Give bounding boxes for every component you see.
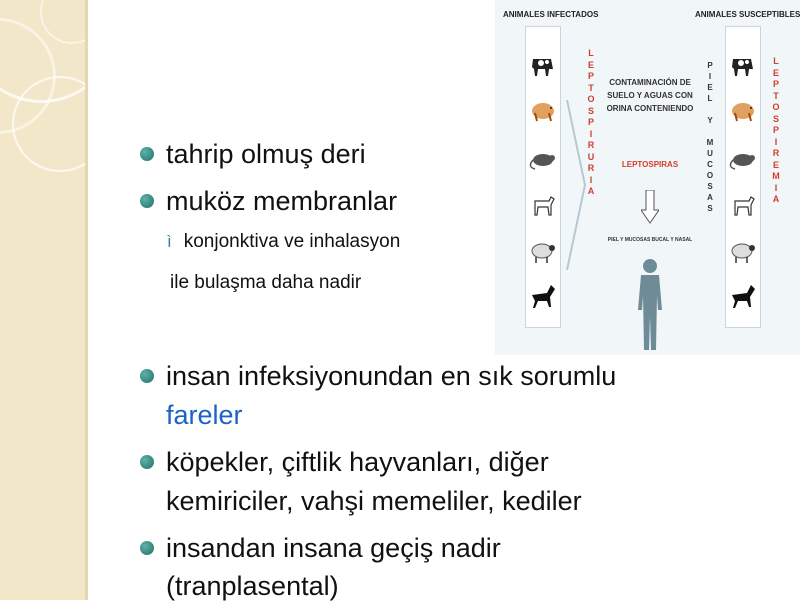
contamination-line: SUELO Y AGUAS CON: [607, 91, 693, 100]
sub-bullet-marker: ì: [167, 232, 172, 251]
dog-icon: [729, 189, 757, 219]
cow-icon: [529, 49, 557, 79]
susceptible-animals-column: [725, 26, 761, 328]
bullet-text: (tranplasental): [166, 571, 339, 601]
bullet-icon: [140, 455, 154, 469]
diagram-title-susceptible: ANIMALES SUSCEPTIBLES: [695, 10, 800, 19]
sub-bullet-continuation: ile bulaşma daha nadir: [170, 272, 362, 293]
transmission-diagram: [495, 0, 800, 355]
sub-bullet: [167, 228, 400, 256]
skin-mucosa-caption: PIEL Y MUCOSAS BUCAL Y NASAL: [607, 237, 693, 243]
rat-icon: [529, 143, 557, 173]
piel-y-mucosas-label: P I E L Y M U C O S A S: [706, 61, 714, 213]
dog-icon: [529, 189, 557, 219]
horse-icon: [729, 281, 757, 311]
down-arrow-icon: [641, 190, 659, 224]
bullet-icon: [140, 541, 154, 555]
bullet-icon: [140, 147, 154, 161]
bullet-text: tahrip olmuş deri: [166, 139, 366, 169]
human-silhouette-icon: [635, 258, 665, 353]
bullet-icon: [140, 194, 154, 208]
fareler-text: fareler: [166, 400, 243, 430]
decorative-side-bar: [0, 0, 88, 600]
leptospiruria-label: L E P T O S P I R U R I A: [587, 48, 595, 196]
pig-icon: [529, 95, 557, 125]
sub-bullet-text: konjonktiva ve inhalasyon: [183, 231, 401, 252]
leptospiras-label: LEPTOSPIRAS: [621, 160, 679, 169]
pig-icon: [729, 95, 757, 125]
transmission-arrow-icon: [565, 100, 599, 270]
rat-icon: [729, 143, 757, 173]
horse-icon: [529, 281, 557, 311]
bullet-text: insan infeksiyonundan en sık sorumlu: [166, 361, 617, 391]
bullet-icon: [140, 369, 154, 383]
bullet-text: köpekler, çiftlik hayvanları, diğer: [166, 447, 549, 477]
bullet-text: insandan insana geçiş nadir: [166, 533, 501, 563]
cow-icon: [729, 49, 757, 79]
contamination-line: ORINA CONTENIENDO: [606, 104, 694, 113]
infected-animals-column: [525, 26, 561, 328]
contamination-text: [595, 76, 705, 115]
side-bar-edge: [85, 0, 88, 600]
diagram-title-infected: ANIMALES INFECTADOS: [503, 10, 599, 19]
contamination-line: CONTAMINACIÓN DE: [609, 78, 691, 87]
sheep-icon: [529, 235, 557, 265]
sheep-icon: [729, 235, 757, 265]
leptospiremia-label: L E P T O S P I R E M I A: [772, 56, 780, 204]
bullet-text: kemiriciler, vahşi memeliler, kediler: [166, 486, 582, 516]
bullet-text: muköz membranlar: [166, 186, 398, 216]
